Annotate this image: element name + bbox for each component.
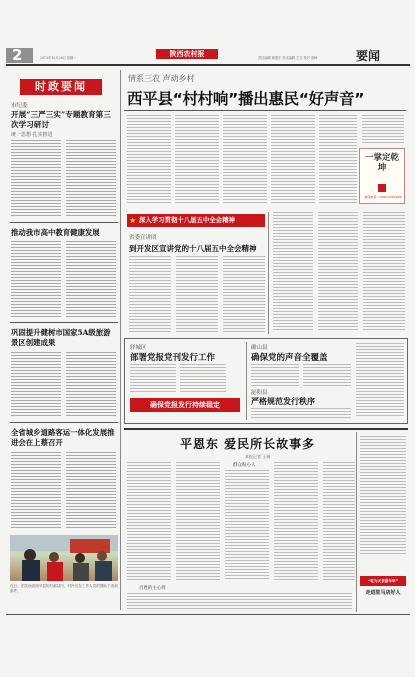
feature-body-5 xyxy=(323,462,355,582)
sidebar-ad-title: “乾为天茶嘉年华” xyxy=(360,576,406,586)
lead-kicker: 情系三农 声动乡村 xyxy=(128,74,195,83)
calligraphy-ad xyxy=(359,148,405,204)
right-body-2 xyxy=(318,212,358,334)
lead-title: 西平县“村村响”播出惠民“好声音” xyxy=(127,90,365,108)
c2-title: 确保党的声音全覆盖 xyxy=(251,353,328,363)
lead-body-3 xyxy=(223,115,267,207)
news-photo xyxy=(10,535,118,581)
study-banner: 深入学习贯彻十八届五中全会精神 xyxy=(127,214,265,227)
c3-kicker: 泌阳县 xyxy=(251,390,268,396)
article-3-body-right xyxy=(66,352,116,418)
lead-rule xyxy=(124,110,406,111)
study-body-2 xyxy=(176,256,218,334)
date-line: 2013年10月28日 星期一 xyxy=(40,56,77,60)
article-4-body-left xyxy=(11,452,61,530)
sidebar-ad-line: 走进驻马店好人 xyxy=(365,590,401,596)
right-body-1 xyxy=(273,212,313,334)
article-1-subtitle: 统一思想 扎实推进 xyxy=(11,132,53,138)
feature-title: 平恩东 爱民所长故事多 xyxy=(180,437,316,451)
masthead: 陕西农村报 xyxy=(156,49,218,59)
feature-body-4 xyxy=(274,462,318,582)
lead-body-1 xyxy=(127,115,171,207)
feature-body-2 xyxy=(176,462,220,582)
feature-body-3 xyxy=(225,470,269,582)
article-2-title: 推动我市高中教育健康发展 xyxy=(11,228,100,237)
ad-title: 一掌定乾坤 xyxy=(364,153,399,173)
lead-body-6 xyxy=(362,115,404,145)
feature-subhead-1: 群众贴心人 xyxy=(233,463,256,468)
article-2-body-left xyxy=(11,241,61,319)
article-2-body-right xyxy=(66,241,116,319)
ad-seal xyxy=(378,184,386,192)
c2-body-2 xyxy=(303,364,351,388)
c1-body-1 xyxy=(130,364,176,394)
photo-caption: 近日，在陕西省西平县的村邮站内，村民们在工作人员的帮助下查询邮件。 xyxy=(10,584,118,593)
left-rule-3 xyxy=(10,422,118,423)
study-kicker: 省委宣讲团 xyxy=(129,235,157,241)
article-3-body-left xyxy=(11,352,61,418)
article-1-kicker: 市纪委 xyxy=(11,103,28,109)
c3-title: 严格规范发行秩序 xyxy=(251,396,315,406)
left-column-divider xyxy=(120,70,121,610)
header-rule xyxy=(6,64,410,66)
study-body-3 xyxy=(223,256,265,334)
c2-body-3 xyxy=(356,343,404,419)
article-1-title: 开展“三严三实”专题教育第三次学习研讨 xyxy=(11,110,111,129)
study-divider xyxy=(268,212,269,334)
article-1-body-left xyxy=(11,140,61,218)
editor-line: 责任编辑 黄建东 美术编辑 王文 校对 梁峰 xyxy=(258,56,318,60)
party-emblem-icon: ★ xyxy=(129,216,137,225)
study-title: 到开发区宣讲党的十八届五中全会精神 xyxy=(129,244,257,253)
article-3-title: 巩固提升健树市国家5A级旅游景区创建成果 xyxy=(11,328,111,347)
feature-body-1 xyxy=(127,462,171,582)
article-1-body-right xyxy=(66,140,116,218)
slogan-banner: 确保党报发行持续稳定 xyxy=(130,398,240,412)
page-number: 2 xyxy=(12,46,23,64)
section-label: 要闻 xyxy=(356,49,381,63)
lead-body-4 xyxy=(271,115,315,207)
lead-body-5 xyxy=(319,115,357,207)
ad-phone: 热线电话：0396-5261098 xyxy=(364,195,402,199)
feature-subhead-2: 百姓的主心骨 xyxy=(139,586,166,591)
left-banner: 时政要闻 xyxy=(20,79,102,95)
c2-body-1 xyxy=(251,364,299,388)
feature-body-6 xyxy=(127,593,352,611)
article-4-title: 全省城乡道路客运一体化发展推进会在上蔡召开 xyxy=(11,428,115,447)
sidebar-body xyxy=(360,436,406,556)
footer-rule xyxy=(6,614,410,615)
article-4-body-right xyxy=(66,452,116,530)
sidebar-divider xyxy=(356,432,357,612)
c1-title: 部署党报党刊发行工作 xyxy=(130,353,216,363)
lead-body-2 xyxy=(175,115,219,207)
left-rule-2 xyxy=(10,322,118,323)
c1-body-2 xyxy=(180,364,226,394)
feature-rule xyxy=(124,428,408,430)
feature-byline: 本报记者 王瑞 xyxy=(245,454,271,459)
c2-kicker: 确山县 xyxy=(251,345,268,351)
c1-kicker: 驿城区 xyxy=(130,345,147,351)
c3-body xyxy=(251,408,351,420)
mid-divider xyxy=(246,342,247,420)
left-rule-1 xyxy=(10,222,118,223)
right-body-3 xyxy=(363,212,405,334)
study-body-1 xyxy=(129,256,171,334)
